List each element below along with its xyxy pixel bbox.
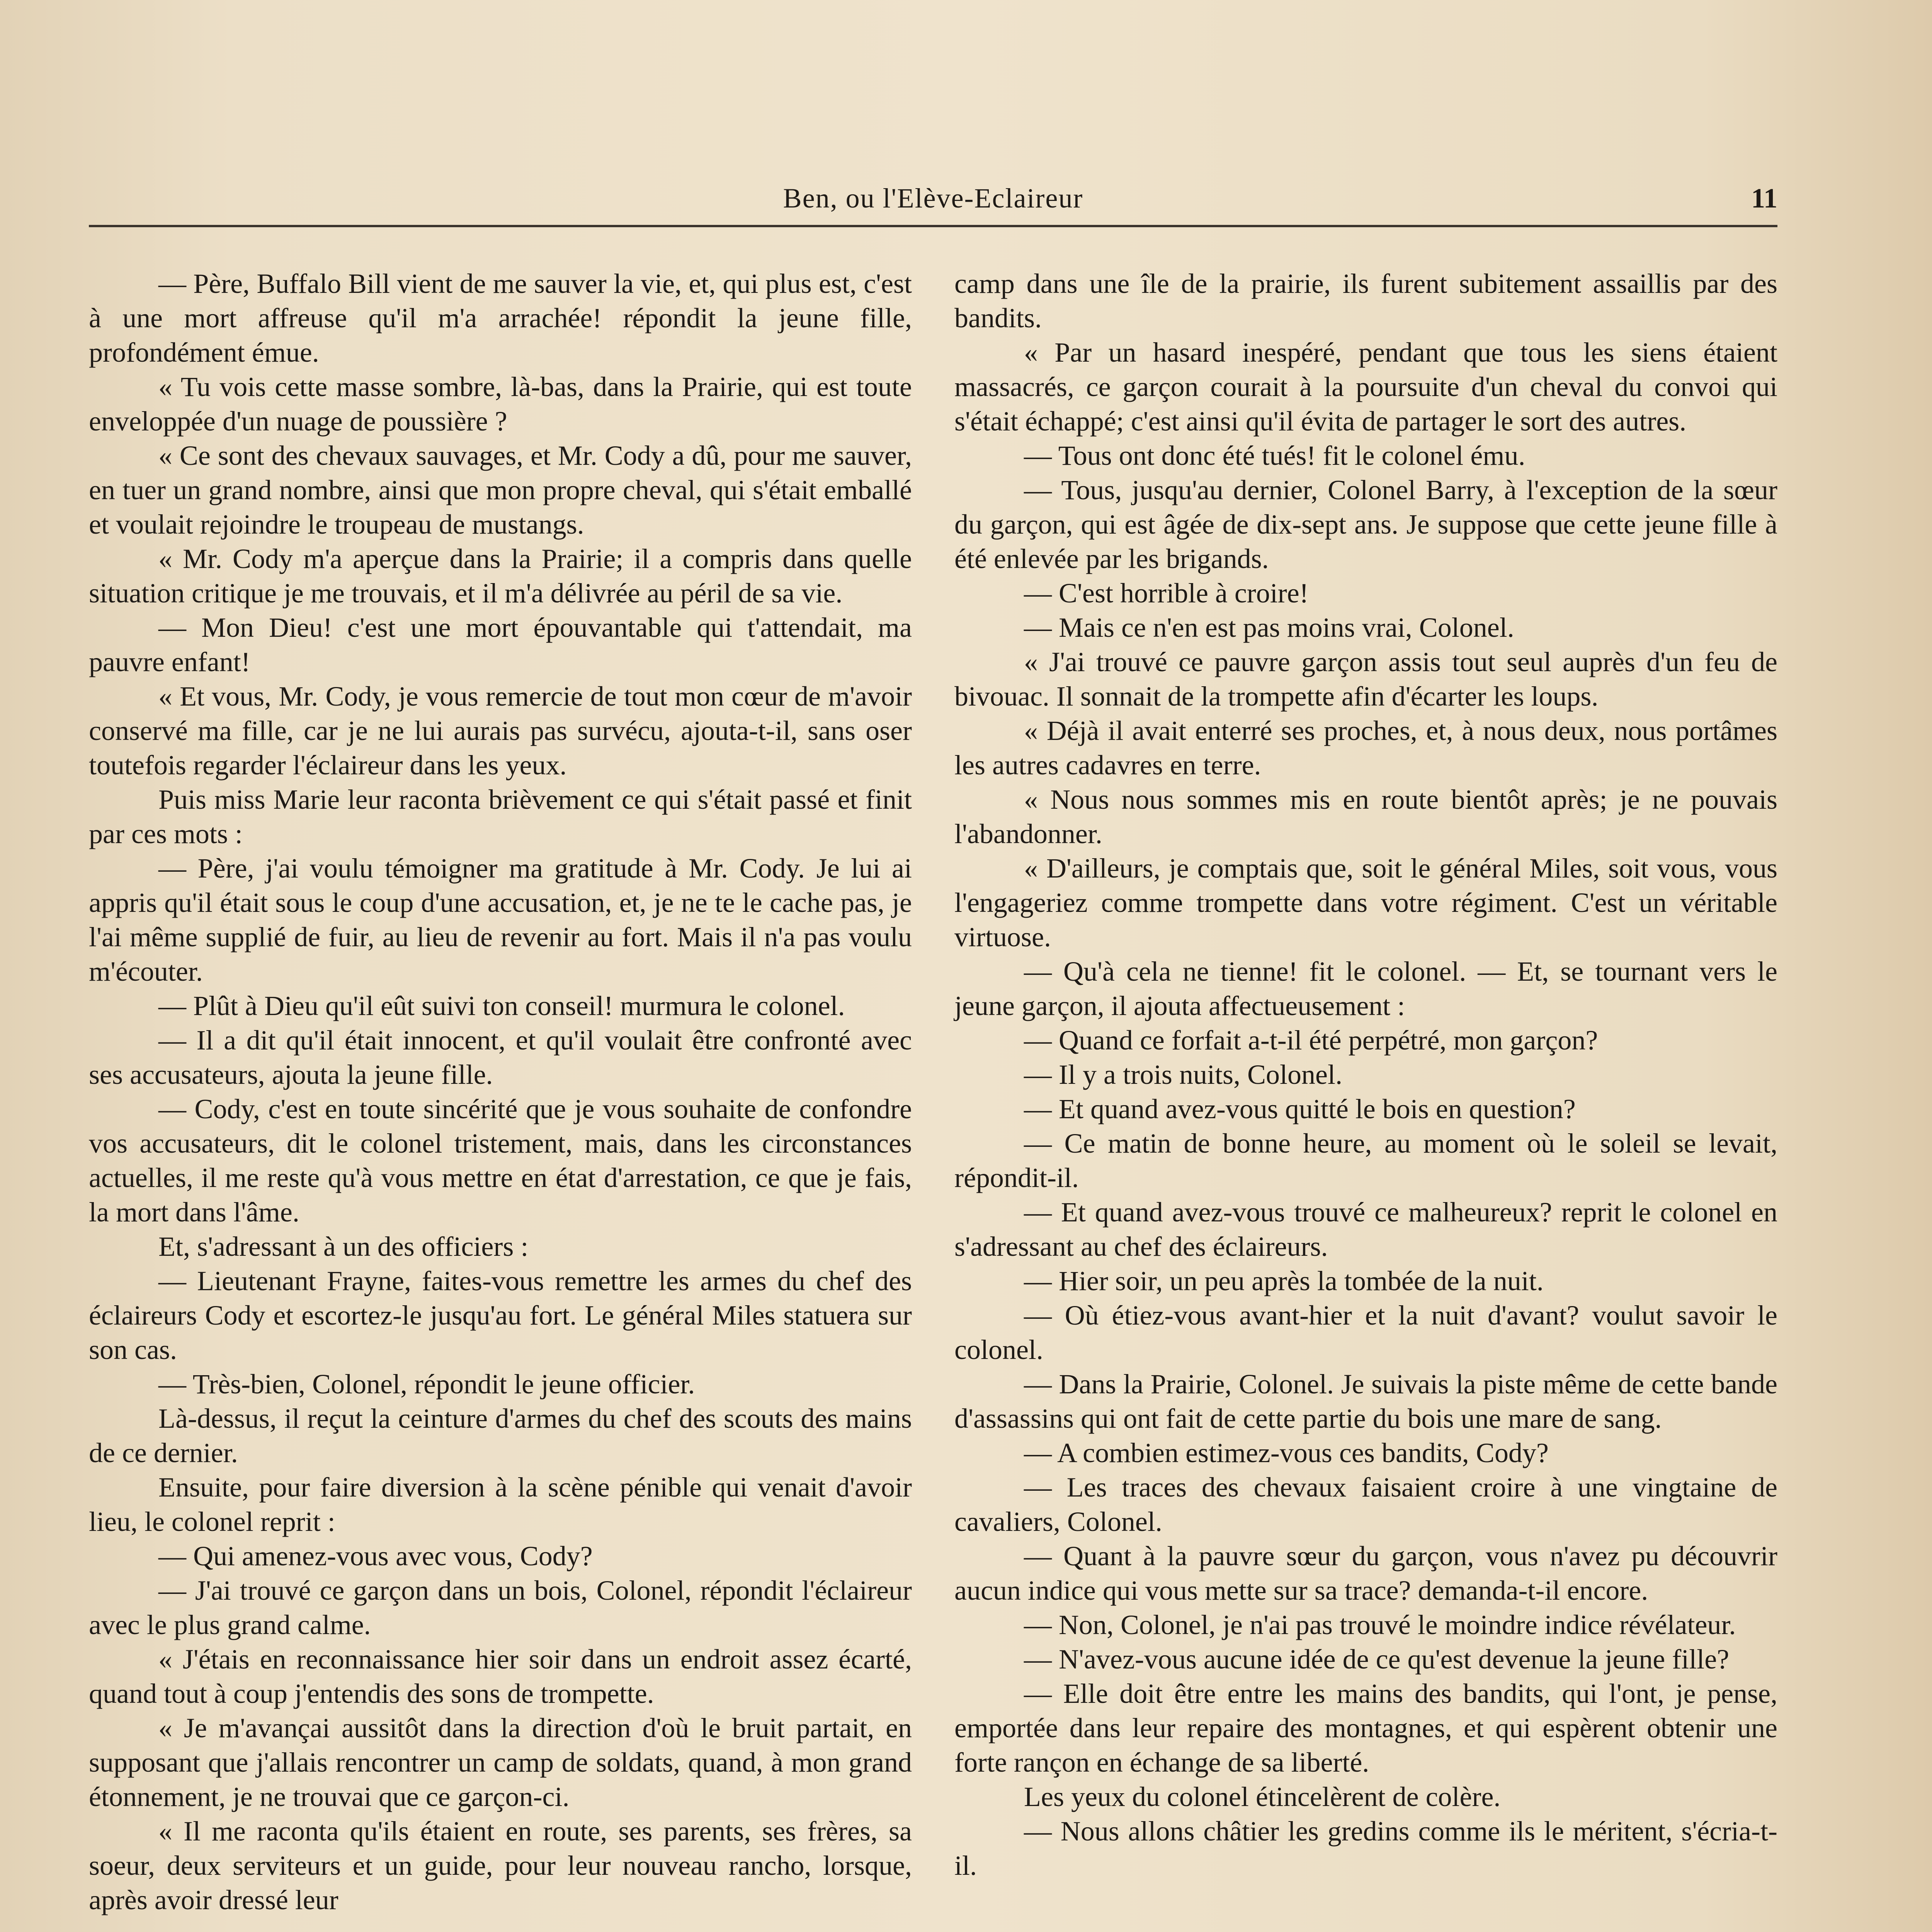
paragraph: — Tous ont donc été tués! fit le colonel ému. <box>1024 440 1526 471</box>
paragraph: — Cody, c'est en toute sincérité que je vous souhaite de confondre vos accusateurs, dit le colonel tristement, mais, dans les circonstances actuelles, il me reste qu'à vous mettre en état d'arrestation, ce que je fais, la mort dans l'âme. <box>89 1094 912 1228</box>
paragraph: Là-dessus, il reçut la ceinture d'armes du chef des scouts des mains de ce dernier. <box>89 1403 912 1468</box>
paragraph: — J'ai trouvé ce garçon dans un bois, Colonel, répondit l'éclaireur avec le plus grand calme. <box>89 1575 912 1640</box>
paragraph: — Mon Dieu! c'est une mort épouvantable qui t'attendait, ma pauvre enfant! <box>89 612 912 677</box>
right-text-column <box>954 267 1777 1883</box>
paragraph: « J'étais en reconnaissance hier soir dans un endroit assez écarté, quand tout à coup j'entendis des sons de trompette. <box>89 1644 912 1709</box>
paragraph: — Et quand avez-vous quitté le bois en question? <box>1024 1094 1576 1124</box>
paragraph: « Et vous, Mr. Cody, je vous remercie de tout mon cœur de m'avoir conservé ma fille, car je ne lui aurais pas survécu, ajouta-t-il, sans oser toutefois regarder l'éclaireur dans les yeux. <box>89 681 912 781</box>
paragraph: — Il y a trois nuits, Colonel. <box>1024 1059 1342 1090</box>
running-title: Ben, ou l'Elève-Eclaireur <box>783 183 1083 214</box>
paragraph: — Qui amenez-vous avec vous, Cody? <box>158 1541 593 1571</box>
paragraph: — Quant à la pauvre sœur du garçon, vous n'avez pu découvrir aucun indice qui vous mette sur sa trace? demanda-t-il encore. <box>954 1541 1777 1606</box>
paragraph: — Quand ce forfait a-t-il été perpétré, mon garçon? <box>1024 1025 1598 1056</box>
paragraph: — Très-bien, Colonel, répondit le jeune officier. <box>158 1369 695 1400</box>
paragraph: — Elle doit être entre les mains des bandits, qui l'ont, je pense, emportée dans leur repaire des montagnes, et qui espèrent obtenir une forte rançon en échange de sa liberté. <box>954 1678 1777 1778</box>
paragraph: — Hier soir, un peu après la tombée de la nuit. <box>1024 1265 1544 1296</box>
page-header <box>89 179 1777 227</box>
paragraph: — Les traces des chevaux faisaient croire à une vingtaine de cavaliers, Colonel. <box>954 1472 1777 1537</box>
paragraph: — Tous, jusqu'au dernier, Colonel Barry, à l'exception de la sœur du garçon, qui est âgée de dix-sept ans. Je suppose que cette jeune fille à été enlevée par les brigands. <box>954 474 1777 574</box>
left-text-column <box>89 267 912 1917</box>
paragraph: « Nous nous sommes mis en route bientôt après; je ne pouvais l'abandonner. <box>954 784 1777 849</box>
paragraph: « D'ailleurs, je comptais que, soit le général Miles, soit vous, vous l'engageriez comme trompette dans votre régiment. C'est un véritable virtuose. <box>954 853 1777 952</box>
paragraph: — Qu'à cela ne tienne! fit le colonel. — Et, se tournant vers le jeune garçon, il ajouta affectueusement : <box>954 956 1777 1021</box>
page-number: 11 <box>1751 183 1777 214</box>
paragraph: « J'ai trouvé ce pauvre garçon assis tout seul auprès d'un feu de bivouac. Il sonnait de la trompette afin d'écarter les loups. <box>954 646 1777 712</box>
paragraph: — Et quand avez-vous trouvé ce malheureux? reprit le colonel en s'adressant au chef des éclaireurs. <box>954 1197 1777 1262</box>
paragraph: « Il me raconta qu'ils étaient en route, ses parents, ses frères, sa soeur, deux serviteurs et un guide, pour leur nouveau rancho, lorsque, après avoir dressé leur <box>89 1816 912 1915</box>
paragraph: « Déjà il avait enterré ses proches, et, à nous deux, nous portâmes les autres cadavres en terre. <box>954 715 1777 781</box>
paragraph: camp dans une île de la prairie, ils furent subitement assaillis par des bandits. <box>954 268 1777 333</box>
paragraph: « Je m'avançai aussitôt dans la direction d'où le bruit partait, en supposant que j'allais rencontrer un camp de soldats, quand, à mon grand étonnement, je ne trouvai que ce garçon-ci. <box>89 1713 912 1812</box>
paragraph: — Nous allons châtier les gredins comme ils le méritent, s'écria-t-il. <box>954 1816 1777 1881</box>
paragraph: — Non, Colonel, je n'ai pas trouvé le moindre indice révélateur. <box>1024 1609 1736 1640</box>
paragraph: — Dans la Prairie, Colonel. Je suivais la piste même de cette bande d'assassins qui ont fait de cette partie du bois une mare de sang. <box>954 1369 1777 1434</box>
paragraph: « Ce sont des chevaux sauvages, et Mr. Cody a dû, pour me sauver, en tuer un grand nombre, ainsi que mon propre cheval, qui s'était emballé et voulait rejoindre le troupeau de mustangs. <box>89 440 912 540</box>
paragraph: — Ce matin de bonne heure, au moment où le soleil se levait, répondit-il. <box>954 1128 1777 1193</box>
paragraph: — Plût à Dieu qu'il eût suivi ton conseil! murmura le colonel. <box>158 990 845 1021</box>
paragraph: Puis miss Marie leur raconta brièvement ce qui s'était passé et finit par ces mots : <box>89 784 912 849</box>
paragraph: — Lieutenant Frayne, faites-vous remettre les armes du chef des éclaireurs Cody et escortez-le jusqu'au fort. Le général Miles statuera sur son cas. <box>89 1265 912 1365</box>
paragraph: — Mais ce n'en est pas moins vrai, Colonel. <box>1024 612 1514 643</box>
paragraph: — C'est horrible à croire! <box>1024 578 1309 609</box>
paragraph: — Il a dit qu'il était innocent, et qu'il voulait être confronté avec ses accusateurs, ajouta la jeune fille. <box>89 1025 912 1090</box>
paragraph: — Père, Buffalo Bill vient de me sauver la vie, et, qui plus est, c'est à une mort affreuse qu'il m'a arrachée! répondit la jeune fille, profondément émue. <box>89 268 912 368</box>
paragraph: « Par un hasard inespéré, pendant que tous les siens étaient massacrés, ce garçon courait à la poursuite d'un cheval du convoi qui s'était échappé; c'est ainsi qu'il évita de partager le sort des autres. <box>954 337 1777 437</box>
paragraph: Ensuite, pour faire diversion à la scène pénible qui venait d'avoir lieu, le colonel reprit : <box>89 1472 912 1537</box>
paragraph: Les yeux du colonel étincelèrent de colère. <box>1024 1781 1501 1812</box>
paragraph: « Tu vois cette masse sombre, là-bas, dans la Prairie, qui est toute enveloppée d'un nuage de poussière ? <box>89 371 912 437</box>
paragraph: — N'avez-vous aucune idée de ce qu'est devenue la jeune fille? <box>1024 1644 1730 1675</box>
paragraph: — Père, j'ai voulu témoigner ma gratitude à Mr. Cody. Je lui ai appris qu'il était sous le coup d'une accusation, et, je ne te le cache pas, je l'ai même supplié de fuir, au lieu de revenir au fort. Mais il n'a pas voulu m'écouter. <box>89 853 912 987</box>
paragraph: Et, s'adressant à un des officiers : <box>158 1231 529 1262</box>
paragraph: « Mr. Cody m'a aperçue dans la Prairie; il a compris dans quelle situation critique je me trouvais, et il m'a délivrée au péril de sa vie. <box>89 543 912 609</box>
paragraph: — A combien estimez-vous ces bandits, Cody? <box>1024 1437 1549 1468</box>
paragraph: — Où étiez-vous avant-hier et la nuit d'avant? voulut savoir le colonel. <box>954 1300 1777 1365</box>
